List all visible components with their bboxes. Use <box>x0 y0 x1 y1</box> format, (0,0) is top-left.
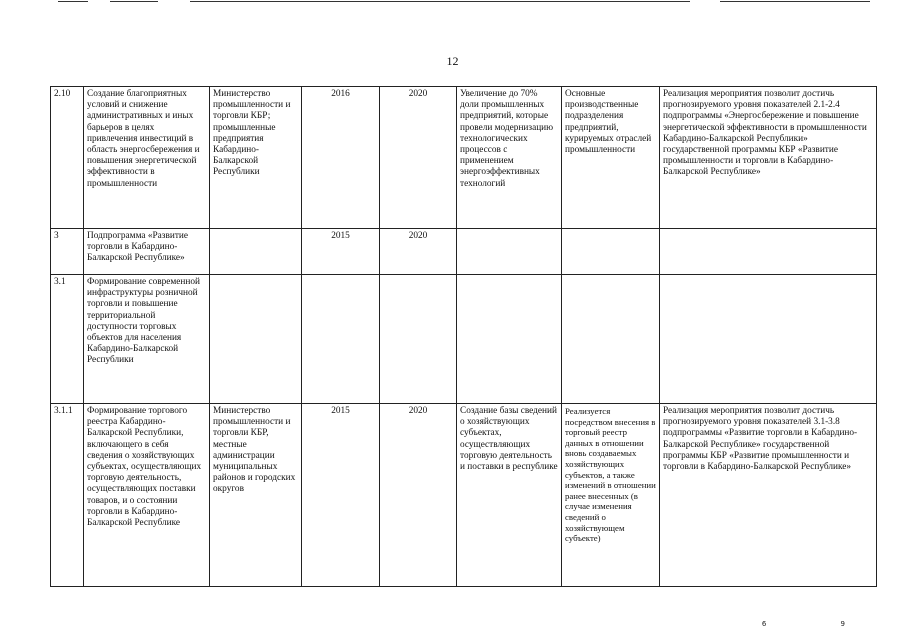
end-year <box>380 275 457 404</box>
measure-name: Формирование торгового реестра Кабардино-Балкарской Республики, включающего в себя сведения о хозяйствующих субъектах, осуществляющих торговую деятельность, осуществляющих поставки товаров, и о состоянии торговли в Кабардино-Балкарской Республике <box>84 404 210 587</box>
mechanism: Основные производственные подразделения предприятий, курируемых отраслей промышленности <box>562 87 660 229</box>
executor <box>210 229 302 275</box>
row-number: 3 <box>51 229 84 275</box>
executor: Министерство промышленности и торговли КБР, местные администрации муниципальных районов и городских округов <box>210 404 302 587</box>
mechanism <box>562 275 660 404</box>
start-year: 2016 <box>302 87 380 229</box>
mechanism <box>562 229 660 275</box>
scan-edge <box>0 0 905 3</box>
expected-result <box>457 229 562 275</box>
expected-result: Создание базы сведений о хозяйствующих субъектах, осуществляющих торговую деятельность и поставки в республике <box>457 404 562 587</box>
end-year: 2020 <box>380 404 457 587</box>
corner-marks: 6 9 <box>761 620 881 628</box>
row-number: 2.10 <box>51 87 84 229</box>
indicator-link <box>660 275 877 404</box>
indicator-link: Реализация мероприятия позволит достичь прогнозируемого уровня показателей 2.1-2.4 подпрограммы «Энергосбережение и повышение энергетической эффективности в промышленности Кабардино-Балкарской Республики» государственной программы КБР «Развитие промышленности и торговли в Кабардино-Балкарской Республике» <box>660 87 877 229</box>
expected-result: Увеличение до 70% доли промышленных предприятий, которые провели модернизацию технологических процессов с применением энергоэффективных технологий <box>457 87 562 229</box>
executor: Министерство промышленности и торговли КБР; промышленные предприятия Кабардино-Балкарской Республики <box>210 87 302 229</box>
end-year: 2020 <box>380 229 457 275</box>
measure-name: Подпрограмма «Развитие торговли в Кабардино-Балкарской Республике» <box>84 229 210 275</box>
indicator-link <box>660 229 877 275</box>
measure-name: Формирование современной инфраструктуры розничной торговли и повышение территориальной доступности торговых объектов для населения Кабардино-Балкарской Республики <box>84 275 210 404</box>
table-row <box>51 229 877 275</box>
executor <box>210 275 302 404</box>
mechanism: Реализуется посредством внесения в торговый реестр данных в отношении вновь создаваемых хозяйствующих субъектов, а также изменений в отношении ранее внесенных (в случае изменения сведений о хозяйствующем субъекте) <box>562 404 660 587</box>
start-year: 2015 <box>302 404 380 587</box>
table-row <box>51 275 877 404</box>
measure-name: Создание благоприятных условий и снижение административных и иных барьеров в целях привлечения инвестиций в область энергосбережения и повышения энергетической эффективности в промышленности <box>84 87 210 229</box>
start-year: 2015 <box>302 229 380 275</box>
row-number: 3.1.1 <box>51 404 84 587</box>
expected-result <box>457 275 562 404</box>
start-year <box>302 275 380 404</box>
indicator-link: Реализация мероприятия позволит достичь прогнозируемого уровня показателей 3.1-3.8 подпрограммы «Развитие торговли в Кабардино-Балкарской Республике» государственной программы КБР «Развитие промышленности и торговли в Кабардино-Балкарской Республике» <box>660 404 877 587</box>
row-number: 3.1 <box>51 275 84 404</box>
measures-table <box>50 86 877 587</box>
table-row <box>51 87 877 229</box>
table-row <box>51 404 877 587</box>
end-year: 2020 <box>380 87 457 229</box>
page-number: 12 <box>446 54 459 68</box>
